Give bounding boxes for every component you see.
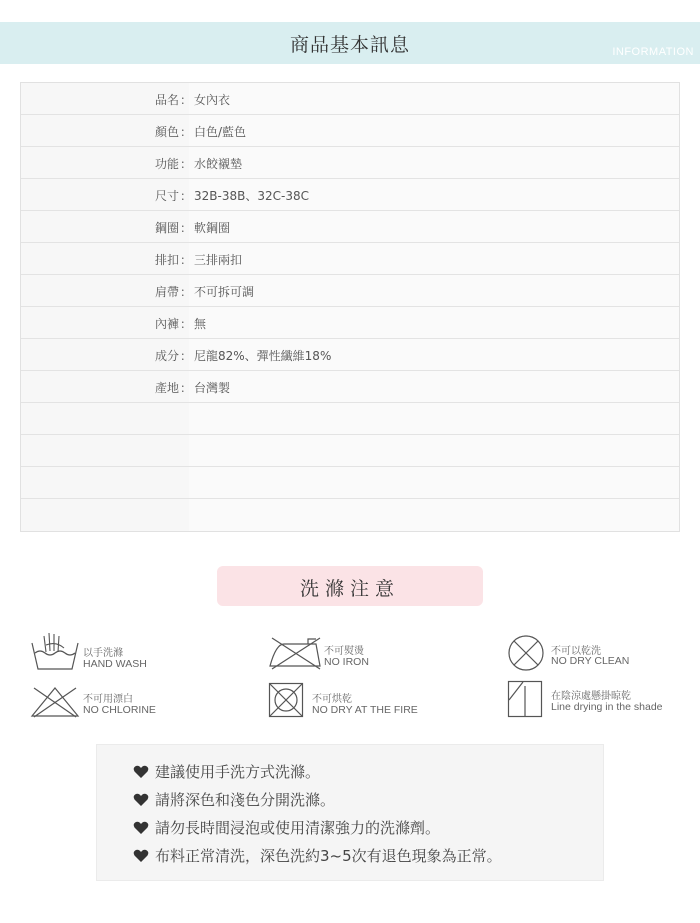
spec-key: 鋼圈 (154, 221, 179, 235)
spec-value: 白色/藍色 (194, 125, 247, 139)
spec-key: 肩帶 (154, 285, 179, 299)
care-no-chlorine (30, 686, 200, 720)
spec-row (21, 179, 679, 211)
care-label-zh: 不可熨燙 (324, 646, 364, 657)
heart-icon (133, 821, 149, 835)
wash-note (133, 845, 502, 866)
spec-key: 產地 (154, 381, 179, 395)
spec-value: 女內衣 (194, 93, 231, 107)
care-line-dry-shade (507, 680, 687, 720)
care-no-tumble-dry (268, 682, 428, 718)
spec-colon: ： (180, 381, 193, 395)
wash-note-text: 布料正常清洗，深色洗約3~5次有退色現象為正常。 (155, 847, 502, 865)
no-tumble-dry-icon (268, 682, 304, 718)
spec-value: 三排兩扣 (194, 253, 243, 267)
page-title: 商品基本訊息 (289, 34, 410, 56)
spec-colon: ： (180, 93, 193, 107)
spec-key: 成分 (154, 349, 179, 363)
spec-row (21, 115, 679, 147)
spec-colon: ： (180, 349, 193, 363)
care-hand-wash (30, 632, 190, 672)
no-chlorine-icon (30, 686, 80, 718)
spec-row (21, 147, 679, 179)
spec-value: 尼龍82%、彈性纖維18% (194, 349, 332, 363)
spec-row (21, 83, 679, 115)
care-label-zh: 不可以乾洗 (551, 646, 601, 657)
spec-key: 排扣 (154, 253, 179, 267)
wash-note (133, 761, 320, 782)
heart-icon (133, 793, 149, 807)
spec-row-empty (21, 499, 679, 531)
spec-colon: ： (180, 253, 193, 267)
heart-icon (133, 765, 149, 779)
no-iron-icon (268, 636, 322, 670)
spec-row-empty (21, 403, 679, 435)
wash-title: 洗滌注意 (299, 578, 400, 600)
care-label-en: NO DRY AT THE FIRE (312, 704, 418, 716)
spec-row (21, 307, 679, 339)
spec-colon: ： (180, 125, 193, 139)
spec-table (20, 82, 680, 532)
spec-row (21, 371, 679, 403)
wash-note-text: 建議使用手洗方式洗滌。 (155, 763, 321, 781)
spec-row (21, 243, 679, 275)
spec-row (21, 275, 679, 307)
care-no-dry-clean (507, 634, 677, 674)
spec-row-empty (21, 435, 679, 467)
care-no-iron (268, 636, 428, 672)
care-label-en: HAND WASH (83, 658, 147, 670)
spec-colon: ： (180, 189, 193, 203)
wash-note-text: 請將深色和淺色分開洗滌。 (155, 791, 336, 809)
care-label-en: Line drying in the shade (551, 701, 663, 713)
spec-colon: ： (180, 157, 193, 171)
care-label-zh: 以手洗滌 (83, 648, 123, 659)
spec-value: 32B-38B、32C-38C (194, 189, 309, 203)
spec-row (21, 339, 679, 371)
spec-key: 內褲 (154, 317, 179, 331)
spec-key: 功能 (154, 157, 179, 171)
spec-row-empty (21, 467, 679, 499)
spec-colon: ： (180, 317, 193, 331)
wash-notes-box (96, 744, 604, 881)
spec-value: 不可拆可調 (194, 285, 255, 299)
care-label-zh: 不可烘乾 (312, 694, 352, 705)
spec-value: 水餃襯墊 (194, 157, 243, 171)
spec-key: 尺寸 (154, 189, 179, 203)
line-dry-shade-icon (507, 680, 543, 718)
care-label-en: NO IRON (324, 656, 369, 668)
care-label-zh: 不可用漂白 (83, 694, 133, 705)
spec-colon: ： (180, 285, 193, 299)
wash-note (133, 817, 440, 838)
hand-wash-icon (30, 632, 80, 672)
spec-value: 軟鋼圈 (194, 221, 231, 235)
spec-key: 顏色 (154, 125, 179, 139)
no-dry-clean-icon (507, 634, 545, 672)
page-subtitle: INFORMATION (612, 46, 694, 58)
wash-note-text: 請勿長時間浸泡或使用清潔強力的洗滌劑。 (155, 819, 441, 837)
spec-key: 品名 (154, 93, 179, 107)
spec-row (21, 211, 679, 243)
wash-note (133, 789, 335, 810)
spec-value: 台灣製 (194, 381, 231, 395)
heart-icon (133, 849, 149, 863)
spec-value: 無 (194, 317, 207, 331)
spec-colon: ： (180, 221, 193, 235)
care-label-en: NO CHLORINE (83, 704, 156, 716)
care-label-en: NO DRY CLEAN (551, 655, 630, 667)
care-label-zh: 在陰涼處懸掛晾乾 (551, 691, 631, 702)
